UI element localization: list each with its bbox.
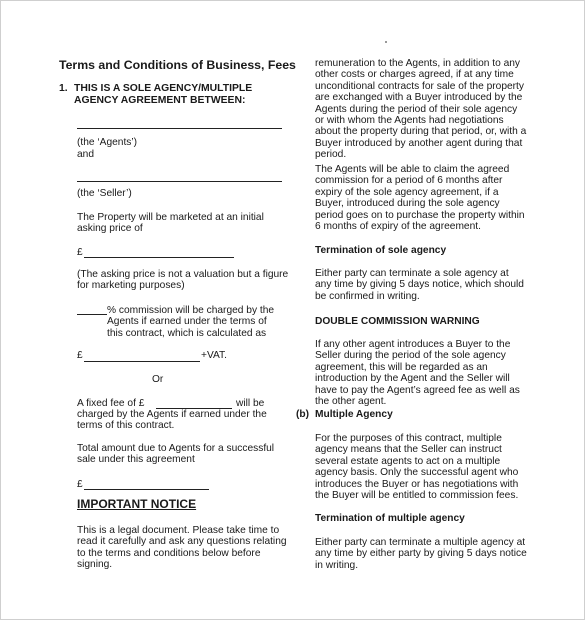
and-label: and: [77, 149, 94, 160]
claim-commission-paragraph: The Agents will be able to claim the agreed commission for a period of 6 months after expiry of the sole agency agreement, if a Buyer, introduced during the sole agency period goes on to purchase the property within 6 months of expiry of the agreement.: [315, 164, 525, 233]
multiple-agency-label: (b): [296, 409, 310, 420]
fixed-fee-text: charged by the Agents if earned under the terms of this contract.: [77, 409, 267, 432]
seller-name-line: [77, 181, 282, 182]
fixed-fee-suffix: will be: [236, 398, 265, 409]
termination-multiple-paragraph: Either party can terminate a multiple agency at any time by either party by giving 5 days notice in writing.: [315, 537, 527, 571]
termination-sole-heading: Termination of sole agency: [315, 245, 447, 256]
important-notice-heading: IMPORTANT NOTICE: [77, 497, 197, 511]
agents-label: (the ‘Agents’): [77, 137, 138, 148]
asking-price-note: (The asking price is not a valuation but a figure for marketing purposes): [77, 269, 289, 292]
agents-name-line: [77, 128, 282, 129]
multiple-agency-paragraph: For the purposes of this contract, multiple agency means that the Seller can instruct several estate agents to act on a multiple agency basis. Only the successful agent who introduces the Buyer or has negotiations with the Buyer will be entitled to commission fees.: [315, 433, 519, 502]
document-title: Terms and Conditions of Business, Fees: [59, 58, 296, 72]
property-text: The Property will be marketed at an initial asking price of: [77, 212, 264, 235]
section-heading: [59, 83, 291, 107]
remuneration-paragraph: remuneration to the Agents, in addition to any other costs or charges agreed, if at any time unconditional contracts for sale of the property are exchanged with a Buyer introduced by the Agents during the period of their sole agency or with whom the Agents had negotiations about the property during that period, or, with a Buyer introduced by another agent during that period.: [315, 58, 527, 161]
currency-symbol-1: £: [77, 247, 83, 258]
commission-percent-line: [77, 314, 107, 315]
or-text: Or: [152, 374, 164, 385]
double-commission-heading: DOUBLE COMMISSION WARNING: [315, 316, 480, 327]
commission-text: % commission will be charged by the Agents if earned under the terms of this contract, which is calculated as: [107, 305, 275, 339]
double-commission-paragraph: If any other agent introduces a Buyer to the Seller during the period of the sole agency agreement, this will be regarded as an introduction by the Agent and the Seller will have to pay the Agent’s agreed fee as well as the other agent.: [315, 339, 520, 408]
important-notice-body: This is a legal document. Please take time to read it carefully and ask any questions relating to the terms and conditions below before signing.: [77, 525, 287, 571]
section-number: 1.: [59, 83, 68, 94]
multiple-agency-heading: Multiple Agency: [315, 409, 393, 420]
section-heading-text: THIS IS A SOLE AGENCY/MULTIPLE AGENCY AGREEMENT BETWEEN:: [74, 83, 253, 106]
fixed-fee-prefix: A fixed fee of £: [77, 398, 145, 409]
seller-label: (the ‘Seller’): [77, 188, 132, 199]
currency-symbol-2: £: [77, 350, 83, 361]
currency-symbol-3: £: [77, 479, 83, 490]
total-amount-line: [84, 489, 209, 490]
asking-price-line: [84, 257, 234, 258]
page-mark: [385, 41, 387, 43]
total-amount-text: Total amount due to Agents for a successful sale under this agreement: [77, 443, 275, 466]
vat-text: +VAT.: [201, 350, 227, 361]
termination-multiple-heading: Termination of multiple agency: [315, 513, 465, 524]
commission-amount-line: [84, 361, 200, 362]
termination-sole-paragraph: Either party can terminate a sole agency at any time by giving 5 days notice, which should be confirmed in writing.: [315, 268, 524, 302]
